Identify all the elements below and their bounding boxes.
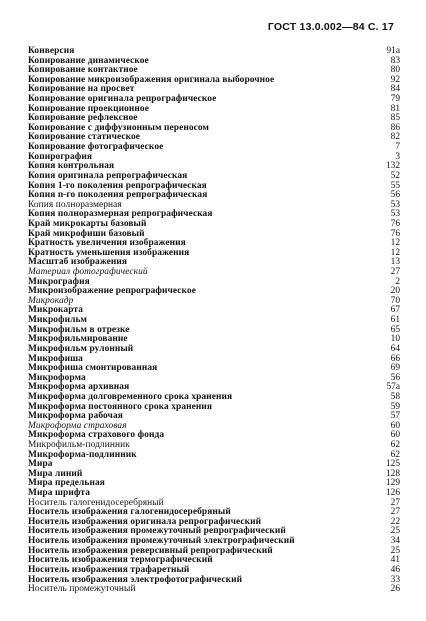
page-header: ГОСТ 13.0.002—84 С. 17 xyxy=(267,21,394,33)
index-page-number: 65 xyxy=(390,324,400,335)
index-term: Копия оригинала репрографическая xyxy=(28,170,188,181)
index-term: Мира xyxy=(28,459,53,470)
index-page-number: 27 xyxy=(390,507,400,518)
index-term: Край микрофиши базовый xyxy=(28,228,145,239)
index-page-number: 92 xyxy=(390,74,400,85)
index-page-number: 60 xyxy=(390,430,400,441)
index-page-number: 84 xyxy=(390,84,400,95)
index-term: Кратность уменьшения изображения xyxy=(28,247,190,258)
index-term: Микрография xyxy=(28,276,90,287)
index-entry xyxy=(28,297,400,307)
index-page-number: 20 xyxy=(390,286,400,297)
index-page-number: 76 xyxy=(390,228,400,239)
index-term: Микрофильмирование xyxy=(28,334,128,345)
index-term: Микроформа xyxy=(28,372,86,383)
index-term: Масштаб изображения xyxy=(28,257,128,268)
index-term: Копирование фотографическое xyxy=(28,142,164,153)
index-page-number: 62 xyxy=(390,439,400,450)
index-term: Носитель изображения реверсивный репрографический xyxy=(28,545,273,556)
index-page-number: 27 xyxy=(390,267,400,278)
index-page-number: 12 xyxy=(390,238,400,249)
index-page-number: 83 xyxy=(390,55,400,66)
index-entry xyxy=(28,460,400,470)
index-page-number: 79 xyxy=(390,94,400,105)
index-page-number: 125 xyxy=(385,459,400,470)
index-page-number: 53 xyxy=(390,199,400,210)
index-page-number: 64 xyxy=(390,343,400,354)
index-page-number: 91а xyxy=(386,46,400,56)
index-entry xyxy=(28,585,400,595)
index-term: Микрокадр xyxy=(28,295,74,306)
index-page-number: 22 xyxy=(390,516,400,527)
index-term: Микрокарта xyxy=(28,305,83,316)
index-term: Материал фотографический xyxy=(28,267,148,278)
index-page-number: 57 xyxy=(390,411,400,422)
index-page-number: 76 xyxy=(390,218,400,229)
index-term: Микрофильм xyxy=(28,315,88,326)
index-page-number: 86 xyxy=(390,122,400,133)
index-term: Край микрокарты базовый xyxy=(28,218,147,229)
index-term: Носитель изображения электрофотографический xyxy=(28,574,243,585)
index-term: Микроформа рабочая xyxy=(28,411,123,422)
index-page-number: 53 xyxy=(390,209,400,220)
index-page-number: 33 xyxy=(390,574,400,585)
index-term: Носитель изображения промежуточный репрографический xyxy=(28,526,286,537)
index-page-number: 132 xyxy=(385,161,400,172)
index-term: Носитель галогенидосеребряный xyxy=(28,497,164,508)
index-page-number: 67 xyxy=(390,305,400,316)
index-page-number: 58 xyxy=(390,391,400,402)
index-term: Копирование микроизображения оригинала выборочное xyxy=(28,74,275,85)
index-term: Копирование динамическое xyxy=(28,55,149,66)
index-page-number: 62 xyxy=(390,449,400,460)
index-page-number: 27 xyxy=(390,497,400,508)
index-term: Носитель изображения оригинала репрографический xyxy=(28,516,262,527)
index-page-number: 61 xyxy=(390,315,400,326)
index-term: Копирование рефлексное xyxy=(28,113,138,124)
index-term: Копирование контактное xyxy=(28,65,138,76)
index-term: Мира шрифта xyxy=(28,488,91,499)
index-term: Копия контрольная xyxy=(28,161,115,172)
index-term: Носитель изображения промежуточный электрографический xyxy=(28,536,295,547)
index-page-number: 46 xyxy=(390,564,400,575)
index-page-number: 55 xyxy=(390,180,400,191)
index-page-number: 10 xyxy=(390,334,400,345)
index-entry xyxy=(28,451,400,461)
index-page-number: 66 xyxy=(390,353,400,364)
index-page-number: 126 xyxy=(385,488,400,499)
index-entry xyxy=(28,287,400,297)
index-term: Микроформа-подлинник xyxy=(28,449,137,460)
index-term: Копирование статическое xyxy=(28,132,141,143)
index-term: Микрофильм-подлинник xyxy=(28,439,130,450)
index-page-number: 80 xyxy=(390,65,400,76)
index-term: Копия 1-го поколения репрографическая xyxy=(28,180,207,191)
index-term: Микрофильм в отрезке xyxy=(28,324,130,335)
index-term: Мира линий xyxy=(28,468,83,479)
index-page-number: 52 xyxy=(390,170,400,181)
index-entry xyxy=(28,345,400,355)
index-page-number: 56 xyxy=(390,190,400,201)
index-page-number: 129 xyxy=(385,478,400,489)
index-term: Копирование на просвет xyxy=(28,84,135,95)
index-page-number: 2 xyxy=(395,276,400,287)
index-term: Микроформа страховая xyxy=(28,420,127,431)
index-term: Микрофильм рулонный xyxy=(28,343,134,354)
index-term: Конверсия xyxy=(28,46,75,56)
index-term: Копирография xyxy=(28,151,93,162)
index-page-number: 82 xyxy=(390,132,400,143)
index-term: Микроформа долговременного срока хранения xyxy=(28,391,233,402)
index-term: Копирование проекционное xyxy=(28,103,149,114)
index-page-number: 25 xyxy=(390,545,400,556)
index-term: Микроформа постоянного срока хранения xyxy=(28,401,213,412)
index-term: Носитель изображения трафаретный xyxy=(28,564,190,575)
index-term: Копия полноразмерная xyxy=(28,199,122,210)
index-page-number: 85 xyxy=(390,113,400,124)
index-term: Копирование с диффузионным переносом xyxy=(28,122,210,133)
index-page-number: 12 xyxy=(390,247,400,258)
index-page-number: 26 xyxy=(390,584,400,595)
index-term: Микроформа архивная xyxy=(28,382,130,393)
index-term: Мира предельная xyxy=(28,478,105,489)
index-page-number: 13 xyxy=(390,257,400,268)
index-term: Микроформа страхового фонда xyxy=(28,430,165,441)
index-page-number: 41 xyxy=(390,555,400,566)
index-page-number: 57а xyxy=(386,382,400,393)
index-page-number: 25 xyxy=(390,526,400,537)
index-page-number: 70 xyxy=(390,295,400,306)
index-term: Микрофиша xyxy=(28,353,83,364)
index-term: Копия полноразмерная репрографическая xyxy=(28,209,213,220)
index-list xyxy=(28,47,400,595)
index-page-number: 128 xyxy=(385,468,400,479)
index-term: Носитель изображения термографический xyxy=(28,555,213,566)
index-page-number: 59 xyxy=(390,401,400,412)
index-page-number: 7 xyxy=(395,142,400,153)
index-term: Копирование оригинала репрографическое xyxy=(28,94,217,105)
index-page-number: 56 xyxy=(390,372,400,383)
index-page-number: 34 xyxy=(390,536,400,547)
index-term: Кратность увеличения изображения xyxy=(28,238,186,249)
index-term: Копия n-го поколения репрографическая xyxy=(28,190,208,201)
index-page-number: 60 xyxy=(390,420,400,431)
index-term: Микроизображение репрографическое xyxy=(28,286,196,297)
index-term: Носитель изображения галогенидосеребряный xyxy=(28,507,231,518)
index-term: Микрофиша смонтированная xyxy=(28,363,158,374)
index-page-number: 81 xyxy=(390,103,400,114)
index-term: Носитель промежуточный xyxy=(28,584,136,595)
index-page-number: 69 xyxy=(390,363,400,374)
index-page-number: 3 xyxy=(395,151,400,162)
